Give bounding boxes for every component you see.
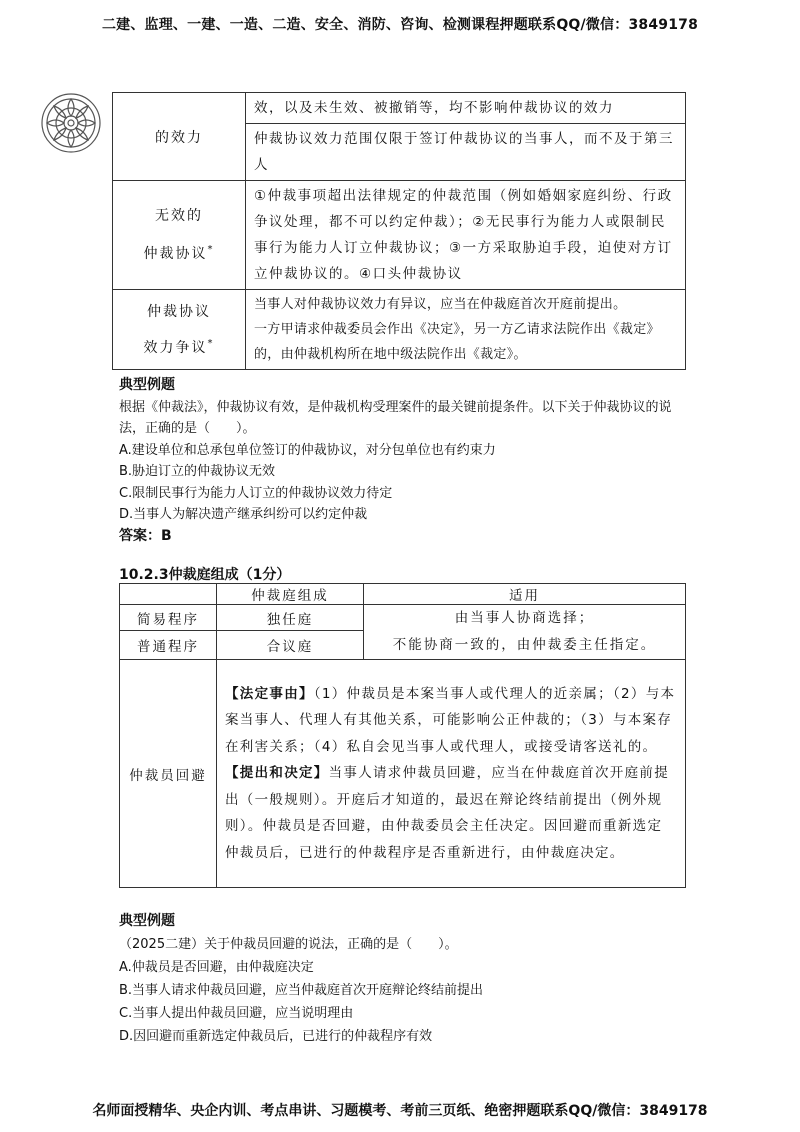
applicable-line-1: 由当事人协商选择； [454,610,595,626]
star-mark: * [207,337,215,349]
option-a: A.仲裁员是否回避，由仲裁庭决定 [119,960,314,975]
page-header: 二建、监理、一建、一造、二造、安全、消防、咨询、检测课程押题联系QQ/微信：3849178 [101,17,699,33]
row-label-effect: 的效力 [113,93,246,181]
option-d: D.因回避而重新选定仲裁员后，已进行的仲裁程序有效 [119,1029,433,1044]
example-title: 典型例题 [119,913,175,929]
label-dispute-b: 效力争议 [143,339,208,356]
applicable-content [364,605,686,660]
header-composition: 仲裁庭组成 [217,584,364,605]
option-a: A.建设单位和总承包单位签订的仲裁协议，对分包单位也有约束力 [119,442,496,458]
label-recusal: 仲裁员回避 [120,660,217,888]
option-d: D.当事人为解决遗产继承纠纷可以约定仲裁 [119,507,368,522]
recusal-content [217,660,686,888]
label-invalid-a: 无效的 [155,208,203,224]
recusal-paragraph-1 [225,681,677,761]
page-footer: 名师面授精华、央企内训、考点串讲、习题模考、考前三页纸、绝密押题联系QQ/微信：3849178 [92,1103,708,1119]
value-sole-arbitrator: 独任庭 [217,605,364,631]
option-c: C.当事人提出仲裁员回避，应当说明理由 [119,1006,354,1021]
example-title: 典型例题 [119,377,175,393]
label-invalid-b-wrap [113,235,245,273]
label-ordinary-procedure: 普通程序 [120,631,217,660]
label-invalid-b: 仲裁协议 [143,246,208,262]
header-applicable: 适用 [364,584,686,605]
arbitration-agreement-table [112,92,686,370]
question-stem: （2025二建）关于仲裁员回避的说法，正确的是（ ）。 [119,937,458,952]
recusal-heading-1: 【法定事由】 [225,685,314,702]
recusal-body-2: 当事人请求仲裁员回避，应当在仲裁庭首次开庭前提出（一般规则）。开庭后才知道的，最迟在辩论终结前提出（例外规则）。仲裁员是否回避，由仲裁委员会主任决定。因回避而重新选定仲裁员后，已进行的仲裁程序是否重新进行，由仲裁庭决定。 [225,765,670,861]
label-dispute-b-wrap [113,330,245,366]
rosette-logo-icon [40,92,102,154]
value-collegial-panel: 合议庭 [217,631,364,660]
dispute-line-1: 当事人对仲裁协议效力有异议，应当在仲裁庭首次开庭前提出。 [254,297,627,312]
effect-line-2: 仲裁协议效力范围仅限于签订仲裁协议的当事人，而不及于第三人 [246,124,686,181]
option-b: B.当事人请求仲裁员回避，应当仲裁庭首次开庭辩论终结前提出 [119,983,484,998]
dispute-line-2: 一方甲请求仲裁委员会作出《决定》，另一方乙请求法院作出《裁定》的，由仲裁机构所在地中级法院作出《裁定》。 [254,322,660,362]
example-question-2 [119,910,689,1048]
applicable-line-2: 不能协商一致的，由仲裁委主任指定。 [392,637,657,653]
question-stem: 根据《仲裁法》，仲裁协议有效，是仲裁机构受理案件的最关键前提条件。以下关于仲裁协议的说法，正确的是（ ）。 [119,399,672,436]
tribunal-composition-table [119,583,686,888]
option-c: C.限制民事行为能力人订立的仲裁协议效力待定 [119,485,393,501]
row-label-invalid [113,181,246,290]
dispute-content [246,290,686,370]
option-b: B.胁迫订立的仲裁协议无效 [119,464,276,479]
label-simple-procedure: 简易程序 [120,605,217,631]
label-dispute-a: 仲裁协议 [147,303,211,320]
star-mark: * [207,244,215,255]
row-label-dispute [113,290,246,370]
invalid-content: ①仲裁事项超出法律规定的仲裁范围（例如婚姻家庭纠纷、行政争议处理，都不可以约定仲裁）；②无民事行为能力人或限制民事行为能力人订立仲裁协议；③一方采取胁迫手段，迫使对方订立仲裁协议的。④口头仲裁协议 [246,181,686,290]
header-empty-cell [120,584,217,605]
recusal-body-1: （1）仲裁员是本案当事人或代理人的近亲属；（2）与本案当事人、代理人有其他关系，可能影响公正仲裁的；（3）与本案存在利害关系；（4）私自会见当事人或代理人，或接受请客送礼的。 [225,685,676,755]
recusal-heading-2: 【提出和决定】 [225,765,329,782]
example-question-1 [119,375,689,547]
recusal-paragraph-2 [225,760,677,866]
answer: 答案：B [119,527,172,544]
effect-line-1: 效，以及未生效、被撤销等，均不影响仲裁协议的效力 [246,93,686,124]
section-heading: 10.2.3仲裁庭组成（1分） [119,567,291,583]
